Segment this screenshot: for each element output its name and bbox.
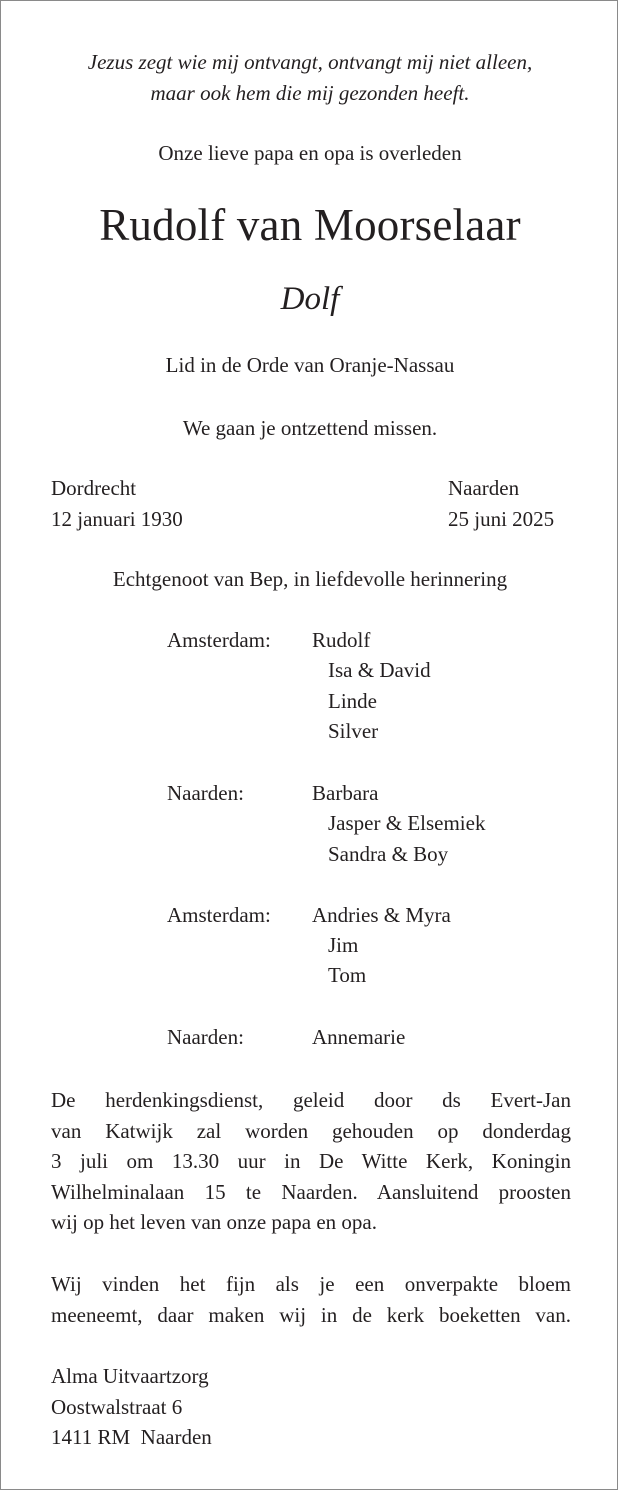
- service-line: 3 juli om 13.30 uur in De Witte Kerk, Koningin: [51, 1149, 571, 1173]
- death-date: 25 juni 2025: [448, 507, 555, 531]
- family-head: Barbara: [312, 781, 379, 805]
- honor-line: Lid in de Orde van Oranje-Nassau: [165, 353, 455, 377]
- birth-place: Dordrecht: [51, 476, 137, 500]
- flowers-paragraph: [51, 1269, 571, 1330]
- family-city: Naarden:: [167, 1025, 244, 1049]
- service-line: wij op het leven van onze papa en opa.: [51, 1210, 377, 1234]
- quote-line-1: Jezus zegt wie mij ontvangt, ontvangt mij niet alleen,: [87, 50, 533, 74]
- spouse-line: Echtgenoot van Bep, in liefdevolle herinnering: [112, 567, 508, 591]
- flowers-line: meeneemt, daar maken wij in de kerk boeketten van.: [51, 1302, 571, 1327]
- deceased-nickname: Dolf: [280, 281, 340, 317]
- family-city: Amsterdam:: [167, 903, 271, 927]
- family-member: Sandra & Boy: [328, 842, 449, 866]
- undertaker-street: Oostwalstraat 6: [51, 1394, 183, 1419]
- family-head: Annemarie: [312, 1025, 406, 1049]
- quote-line-2: maar ook hem die mij gezonden heeft.: [150, 81, 470, 105]
- undertaker-postal: 1411 RM Naarden: [51, 1425, 212, 1449]
- family-city: Naarden:: [167, 781, 244, 805]
- service-paragraph: [51, 1085, 571, 1238]
- service-line: Wilhelminalaan 15 te Naarden. Aansluitend proosten: [51, 1179, 571, 1204]
- family-member: Linde: [328, 689, 377, 713]
- family-member: Jim: [328, 933, 359, 957]
- family-city: Amsterdam:: [167, 628, 271, 652]
- message-line: We gaan je ontzettend missen.: [182, 416, 438, 440]
- flowers-line: Wij vinden het fijn als je een onverpakte bloem: [51, 1272, 571, 1296]
- bible-quote: [1, 47, 619, 109]
- undertaker-name: Alma Uitvaartzorg: [51, 1364, 209, 1388]
- family-member: Isa & David: [328, 658, 431, 682]
- service-line: De herdenkingsdienst, geleid door ds Evert-Jan: [51, 1088, 571, 1112]
- service-line: van Katwijk zal worden gehouden op donderdag: [51, 1118, 571, 1143]
- family-member: Silver: [328, 719, 379, 743]
- birth-date: 12 januari 1930: [51, 507, 183, 531]
- death-place: Naarden: [448, 476, 520, 500]
- family-head: Rudolf: [312, 628, 371, 652]
- announcement-intro: Onze lieve papa en opa is overleden: [158, 141, 462, 165]
- deceased-name: Rudolf van Moorselaar: [99, 200, 521, 250]
- undertaker-address: [51, 1361, 212, 1453]
- family-head: Andries & Myra: [312, 903, 451, 927]
- family-member: Jasper & Elsemiek: [328, 811, 486, 835]
- family-member: Tom: [328, 963, 367, 987]
